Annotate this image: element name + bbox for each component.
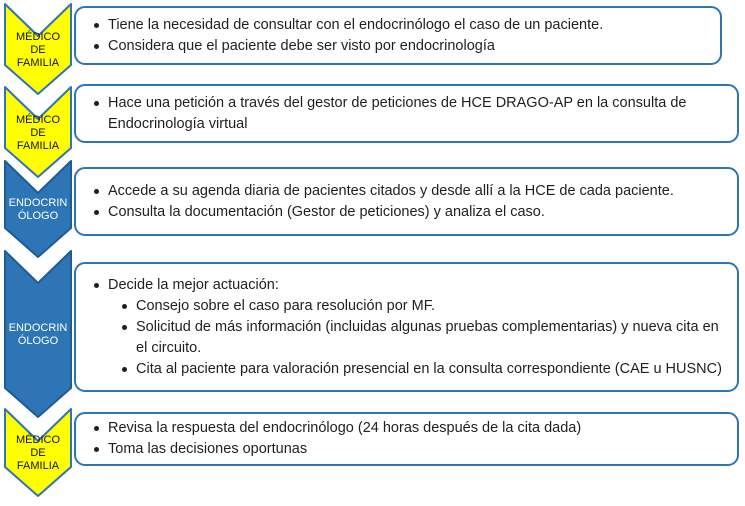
actor-label-line: FAMILIA [16,139,60,152]
bullet-item [92,181,725,202]
bullet-text: Consulta la documentación (Gestor de peticiones) y analiza el caso. [108,203,545,220]
actor-label [4,27,72,73]
actor-label-line: ÓLOGO [17,210,59,222]
bullet-dot-icon [94,101,99,106]
bullet-item [92,275,725,296]
actor-chevron-endocrino [4,250,72,418]
bullet-dot-icon [122,325,127,330]
actor-label-line: MÉDICO [16,113,60,126]
actor-label-line: ENDOCRIN [8,322,68,334]
bullet-dot-icon [94,44,99,49]
step-box [74,84,739,143]
bullet-text: Revisa la respuesta del endocrinólogo (24 horas después de la cita dada) [108,420,582,436]
actor-label-line: ENDOCRIN [8,197,68,209]
bullet-text: Considera que el paciente debe ser visto por endocrinología [108,37,495,54]
bullet-item [92,36,708,57]
bullet-item [92,93,725,135]
actor-label-line: DE [30,126,46,139]
step-box [74,412,739,466]
bullet-text: Consejo sobre el caso para resolución por MF. [136,297,436,314]
actor-chevron-medico [4,408,72,497]
sub-bullet-item [120,317,725,359]
bullet-text: Decide la mejor actuación: [108,276,279,293]
bullet-dot-icon [122,304,127,309]
bullet-item [92,439,725,460]
actor-label-line: ÓLOGO [17,335,59,347]
step-box [74,167,739,236]
bullet-item [92,202,725,223]
bullet-dot-icon [94,23,99,28]
bullet-text: Accede a su agenda diaria de pacientes citados y desde allí a la HCE de cada paciente. [108,182,674,199]
bullet-dot-icon [94,283,99,288]
bullet-text: Cita al paciente para valoración presencial en la consulta correspondiente (CAE u HUSNC) [136,360,722,377]
bullet-dot-icon [94,189,99,194]
actor-label-line: DE [30,447,46,459]
bullet-text: Toma las decisiones oportunas [108,441,308,457]
actor-label [4,432,72,475]
actor-label [4,110,72,156]
bullet-dot-icon [94,210,99,215]
actor-chevron-medico [4,3,72,95]
bullet-dot-icon [122,367,127,372]
actor-label-line: FAMILIA [16,56,60,69]
sub-bullet-item [120,359,725,380]
step-box [74,262,739,392]
bullet-dot-icon [94,426,99,431]
actor-label [4,274,72,396]
bullet-text: Tiene la necesidad de consultar con el endocrinólogo el caso de un paciente. [108,16,604,33]
bullet-item [92,418,725,439]
bullet-item [92,15,708,36]
actor-label-line: DE [30,43,46,56]
bullet-dot-icon [94,447,99,452]
bullet-text: Solicitud de más información (incluidas algunas pruebas complementarias) y nueva cita en el circuito. [136,318,719,356]
actor-label-line: MÉDICO [16,434,60,446]
sub-bullet-item [120,296,725,317]
actor-chevron-endocrino [4,160,72,258]
actor-label [4,184,72,236]
actor-label-line: MÉDICO [16,30,60,43]
actor-label-line: FAMILIA [16,460,60,472]
bullet-text: Hace una petición a través del gestor de peticiones de HCE DRAGO-AP en la consulta de Endocrinología virtual [108,94,687,132]
step-box [74,6,722,65]
